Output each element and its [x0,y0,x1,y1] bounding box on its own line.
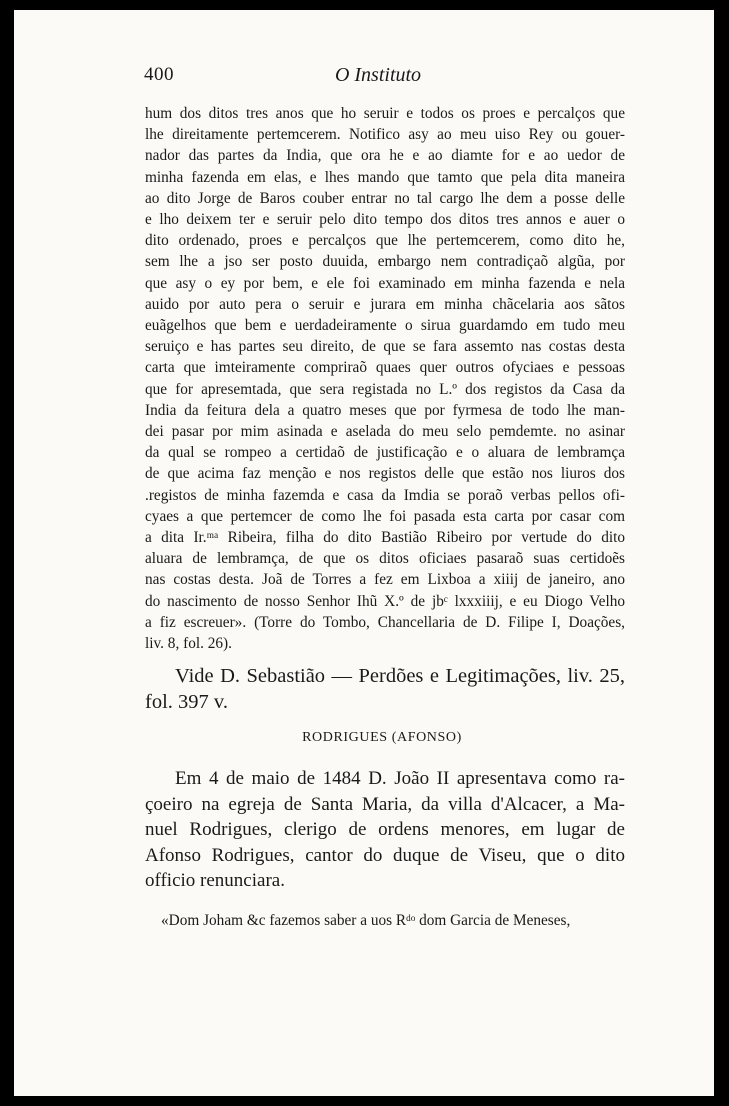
running-head [14,64,714,88]
document-line: dei pasar por mim asinada e aselada do meu selo pemdemte. no asinar [145,423,625,441]
paragraph-line: Em 4 de maio de 1484 D. João II apresentava como ra- [175,768,625,789]
document-line: de que acima faz menção e nos registos delle que estão nos liuros dos [145,465,625,483]
section-heading: RODRIGUES (AFONSO) [302,730,462,745]
document-line: auido por auto pera o seruir e jurara em minha chãcelaria aos sãtos [145,295,625,313]
document-line: minha fazenda em elas, e lhes mando que tamto que pela dita maneira [145,168,625,186]
book-page [14,10,714,1096]
document-line: lhe direitamente pertemcerem. Notifico asy ao meu uiso Rey ou gouer- [145,126,625,144]
paragraph-line: nuel Rodrigues, clerigo de ordens menores, em lugar de [145,819,625,840]
document-line: carta que imteiramente compriraõ quaes quer outros ofyciaes e pessoas [145,359,625,377]
document-opening-line: «Dom Joham &c fazemos saber a uos Rᵈᵒ dom Garcia de Meneses, [161,912,571,929]
document-line: da qual se rompeo a certidaõ de justificação e o aluara de lembramça [145,444,625,462]
document-line: a dita Ir.ᵐᵃ Ribeira, filha do dito Bastião Ribeiro por vertude do dito [145,529,625,547]
document-line: seruiço e has partes seu direito, de que se fara assemto nas costas desta [145,338,625,356]
document-line: ao dito Jorge de Baros couber entrar no tal cargo lhe dem a posse delle [145,189,625,207]
vide-reference [145,663,625,715]
document-line: que asy o ey por bem, e ele foi examinado em minha fazenda e nela [145,274,625,292]
document-line: aluara de lembramça, de que os ditos oficiaes pasaraõ suas certidoẽs [145,550,625,568]
document-line: euãgelhos que bem e uerdadeiramente o sirua guardamdo em tudo meu [145,317,625,335]
document-quotation [145,103,625,654]
document-line: cyaes a que pertemcer de como lhe foi pasada esta carta por casar com [145,507,625,525]
paragraph-line: çoeiro na egreja de Santa Maria, da villa d'Alcacer, a Ma- [145,793,625,815]
paragraph-line: Afonso Rodrigues, cantor do duque de Viseu, que o dito [145,844,625,866]
journal-title: O Instituto [334,64,422,86]
document-line: liv. 8, fol. 26). [145,635,232,653]
document-line: e lho deixem ter e seruir pelo dito tempo dos ditos tres annos e auer o [145,211,625,229]
main-paragraph [145,766,625,894]
document-line: nador das partes da India, que ora he e ao diamte for e ao uedor de [145,147,625,165]
document-line: a fiz escreuer». (Torre do Tombo, Chancellaria de D. Filipe I, Doações, [145,613,625,631]
vide-line: fol. 397 v. [145,691,228,713]
document-line: sem lhe a jso ser posto duuida, embargo nem contradiçaõ algũa, por [145,253,625,271]
paragraph-line: officio renunciara. [145,870,285,891]
document-line: do nascimento de nosso Senhor Ihũ X.º de jbᶜ lxxxiiij, e eu Diogo Velho [145,592,625,610]
document-line: dito ordenado, proes e percalços que lhe pertemcerem, como dito he, [145,232,625,250]
document-line: India da feitura dela a quatro meses que por fyrmesa de todo lhe man- [145,401,625,419]
document-line: .registos de minha fazemda e casa da Imdia se poraõ verbas pellos ofi- [145,486,625,504]
document-line: que for apresemtada, que sera registada no L.º dos registos da Casa da [145,380,625,398]
page-number: 400 [144,64,174,85]
document-line: hum dos ditos tres anos que ho seruir e todos os proes e percalços que [145,105,625,122]
document-line: nas costas desta. Joã de Torres a fez em Lixboa a xiiij de janeiro, ano [145,571,625,589]
vide-line: Vide D. Sebastião — Perdões e Legitimações, liv. 25, [175,665,625,687]
